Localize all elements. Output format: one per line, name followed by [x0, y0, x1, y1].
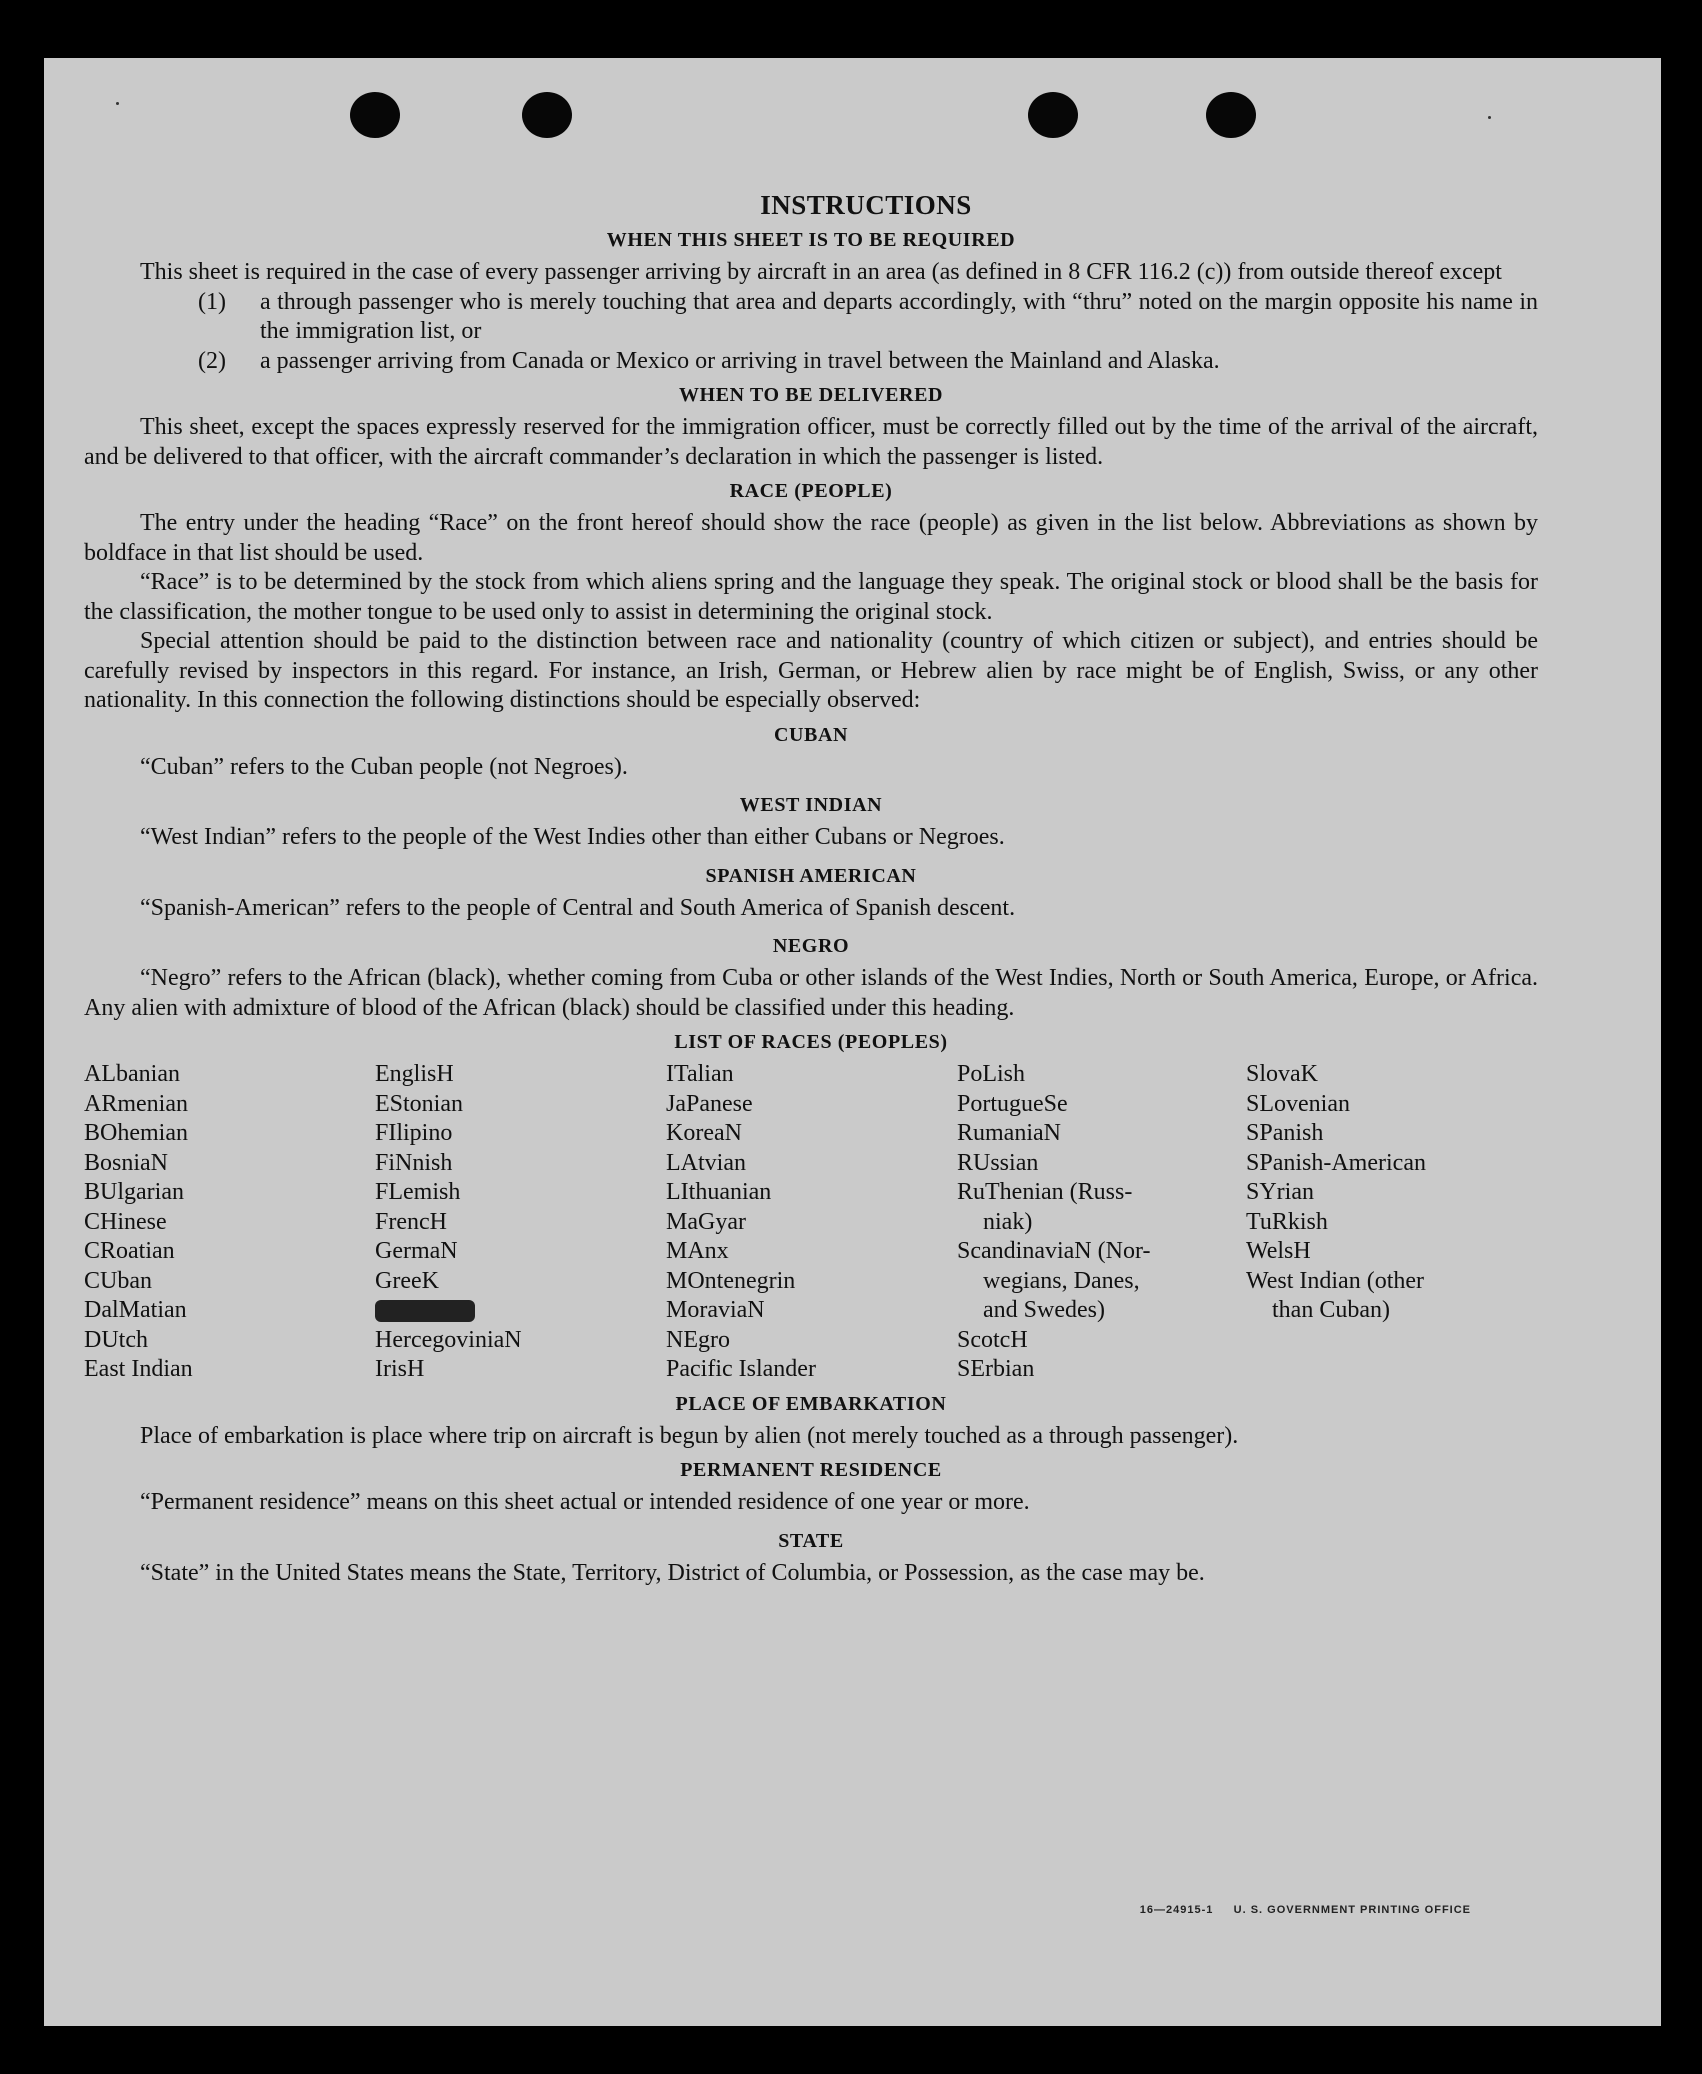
race-entry: West Indian (other: [1246, 1267, 1425, 1294]
race-paragraph: Special attention should be paid to the distinction between race and nationality (country of which citizen or subject), and entries should be carefully revised by inspectors in this regard. For instance, an Irish, German, or Hebrew alien by race might be of English, Swiss, or any other nationality. In this connection the following distinctions should be especially observed:: [84, 628, 1538, 713]
punch-hole: [522, 92, 572, 138]
when-delivered-text: This sheet, except the spaces expressly reserved for the immigration officer, must be correctly filled out by the time of the arrival of the aircraft, and be delivered to that officer, with the aircraft commander’s declaration in which the passenger is listed.: [84, 414, 1538, 470]
when-required-intro: This sheet is required in the case of every passenger arriving by aircraft in an area (as defined in 8 CFR 116.2 (c)) from outside thereof except: [140, 259, 1502, 285]
item-number: (2): [198, 347, 226, 374]
document-page: [44, 58, 1661, 2026]
race-entry: MaGyar: [666, 1208, 746, 1235]
race-entry: LAtvian: [666, 1149, 746, 1176]
list-item: [198, 288, 1538, 347]
list-item: [198, 347, 1538, 377]
race-entry: CRoatian: [84, 1238, 175, 1264]
race-entry: ITalian: [666, 1061, 734, 1087]
permanent-residence-text: “Permanent residence” means on this sheet actual or intended residence of one year or more.: [140, 1489, 1030, 1515]
race-column: [84, 1060, 375, 1385]
race-entry: RumaniaN: [957, 1120, 1061, 1146]
race-column: [1246, 1060, 1546, 1385]
race-entry: IrisH: [375, 1356, 425, 1382]
race-entry: CHinese: [84, 1208, 167, 1235]
state-text: “State” in the United States means the State, Territory, District of Columbia, or Possession, as the case may be.: [140, 1559, 1205, 1586]
redacted-entry: [375, 1296, 666, 1326]
heading-place-of-embarkation: PLACE OF EMBARKATION: [675, 1392, 947, 1415]
race-column: [957, 1060, 1246, 1385]
race-entry: RUssian: [957, 1149, 1039, 1176]
item-number: (1): [198, 288, 226, 315]
item-text: a through passenger who is merely touching that area and departs accordingly, with “thru” noted on the margin opposite his name in the immigration list, or: [260, 288, 1538, 344]
race-entry: ALbanian: [84, 1061, 180, 1087]
west-indian-text: “West Indian” refers to the people of the West Indies other than either Cubans or Negroes.: [140, 824, 1005, 850]
race-entry: ARmenian: [84, 1090, 188, 1117]
heading-permanent-residence: PERMANENT RESIDENCE: [680, 1459, 942, 1481]
race-entry: BosniaN: [84, 1149, 168, 1176]
race-entry: EnglisH: [375, 1061, 454, 1087]
race-column: [666, 1060, 957, 1385]
race-entry: SErbian: [957, 1356, 1035, 1382]
race-entry: MoraviaN: [666, 1297, 765, 1323]
redaction-mark: [375, 1300, 475, 1322]
race-entry: LIthuanian: [666, 1179, 772, 1205]
negro-text: “Negro” refers to the African (black), whether coming from Cuba or other islands of the West Indies, North or South America, Europe, or Africa. Any alien with admixture of blood of the African (black) should be classified under this heading.: [84, 965, 1538, 1021]
race-entry: SYrian: [1246, 1179, 1314, 1205]
race-entry: ScandinaviaN (Nor-: [957, 1238, 1151, 1264]
heading-list-of-races: LIST OF RACES (PEOPLES): [674, 1031, 948, 1053]
race-entry: MAnx: [666, 1238, 729, 1264]
place-of-embarkation-text: Place of embarkation is place where trip on aircraft is begun by alien (not merely touched as a through passenger).: [140, 1422, 1239, 1449]
race-entry: SPanish: [1246, 1120, 1324, 1146]
race-entry: FLemish: [375, 1179, 461, 1205]
race-entry: JaPanese: [666, 1090, 753, 1117]
exception-list: [198, 288, 1538, 377]
punch-hole: [1206, 92, 1256, 138]
punch-hole: [350, 92, 400, 138]
race-entry: WelsH: [1246, 1238, 1311, 1264]
race-entry: DalMatian: [84, 1297, 187, 1323]
race-entry: Pacific Islander: [666, 1356, 816, 1382]
heading-west-indian: WEST INDIAN: [739, 794, 883, 816]
race-entry: FrencH: [375, 1208, 447, 1235]
heading-race: RACE (PEOPLE): [729, 480, 893, 502]
race-entry: RuThenian (Russ-: [957, 1179, 1133, 1205]
race-entry: SLovenian: [1246, 1090, 1350, 1117]
race-column: [375, 1060, 666, 1385]
spanish-american-text: “Spanish-American” refers to the people of Central and South America of Spanish descent.: [140, 894, 1016, 921]
page-title: INSTRUCTIONS: [760, 190, 972, 220]
race-entry: PortugueSe: [957, 1090, 1068, 1117]
speck: [1488, 116, 1491, 119]
race-entry: TuRkish: [1246, 1208, 1328, 1235]
heading-when-required: WHEN THIS SHEET IS TO BE REQUIRED: [606, 229, 1016, 251]
race-entry: FIlipino: [375, 1120, 453, 1146]
race-paragraph: The entry under the heading “Race” on the front hereof should show the race (people) as given in the list below. Abbreviations as shown by boldface in that list should be used.: [84, 510, 1538, 566]
form-number: 16—24915-1: [1139, 1904, 1214, 1916]
race-entry-continued: than Cuban): [1272, 1297, 1390, 1323]
race-entry: BOhemian: [84, 1120, 188, 1146]
heading-when-delivered: WHEN TO BE DELIVERED: [678, 384, 944, 406]
instructions-content: [84, 190, 1538, 1588]
race-entry: CUban: [84, 1267, 152, 1294]
race-entry: SPanish-American: [1246, 1149, 1426, 1176]
cuban-text: “Cuban” refers to the Cuban people (not Negroes).: [140, 753, 628, 780]
race-entry: BUlgarian: [84, 1179, 184, 1205]
race-entry: HercegoviniaN: [375, 1326, 522, 1353]
race-entry: DUtch: [84, 1326, 148, 1353]
race-entry-continued: niak): [983, 1208, 1033, 1235]
race-entry: FiNnish: [375, 1149, 453, 1176]
race-entry: GreeK: [375, 1267, 439, 1294]
speck: [116, 102, 119, 105]
race-entry-continued: and Swedes): [983, 1297, 1105, 1323]
heading-negro: NEGRO: [772, 935, 850, 957]
race-paragraph: “Race” is to be determined by the stock from which aliens spring and the language they speak. The original stock or blood shall be the basis for the classification, the mother tongue to be used only to assist in determining the original stock.: [84, 569, 1538, 625]
heading-state: STATE: [778, 1529, 844, 1552]
punch-hole: [1028, 92, 1078, 138]
printer-name: U. S. GOVERNMENT PRINTING OFFICE: [1233, 1904, 1471, 1916]
item-text: a passenger arriving from Canada or Mexico or arriving in travel between the Mainland and Alaska.: [260, 347, 1220, 374]
race-entry-continued: wegians, Danes,: [983, 1267, 1140, 1294]
race-entry: SlovaK: [1246, 1061, 1318, 1087]
race-entry: PoLish: [957, 1061, 1026, 1087]
race-entry: NEgro: [666, 1326, 730, 1353]
race-entry: East Indian: [84, 1356, 193, 1382]
race-list: [84, 1060, 1538, 1385]
heading-cuban: CUBAN: [773, 723, 849, 746]
printer-imprint: [1140, 1904, 1471, 1916]
race-entry: GermaN: [375, 1238, 458, 1264]
race-entry: ScotcH: [957, 1326, 1028, 1353]
race-entry: EStonian: [375, 1090, 463, 1117]
heading-spanish-american: SPANISH AMERICAN: [705, 864, 917, 887]
race-entry: MOntenegrin: [666, 1267, 796, 1294]
race-entry: KoreaN: [666, 1120, 742, 1146]
